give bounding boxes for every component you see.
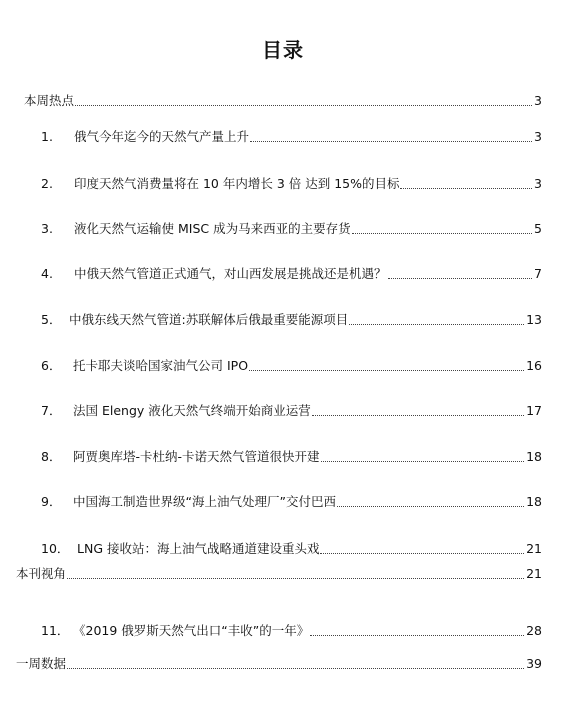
toc-item-number: 7． xyxy=(41,403,62,418)
toc-item-number: 1. xyxy=(41,129,53,144)
toc-section[interactable] xyxy=(16,655,542,673)
dot-leader xyxy=(249,370,524,371)
dot-leader xyxy=(337,506,524,507)
toc-item[interactable] xyxy=(41,128,542,146)
dot-leader xyxy=(388,278,533,279)
dot-leader xyxy=(250,141,532,142)
toc-item-number: 11． xyxy=(41,623,70,638)
toc-item-label: 《2019 俄罗斯天然气出口“丰收”的一年》 xyxy=(73,623,310,638)
toc-page-number: 21 xyxy=(526,566,542,581)
toc-item-label: LNG 接收站：海上油气战略通道建设重头戏 xyxy=(77,541,320,556)
toc-page-number: 3 xyxy=(534,129,542,144)
toc-page-number: 3 xyxy=(534,176,542,191)
toc-item[interactable] xyxy=(41,220,542,238)
dot-leader xyxy=(310,635,524,636)
toc-item[interactable] xyxy=(41,402,542,420)
toc-item-label: 俄气今年迄今的天然气产量上升 xyxy=(74,129,250,144)
toc-page-number: 3 xyxy=(534,93,542,108)
toc-section-label: 本周热点 xyxy=(24,93,75,108)
toc-item-label: 中俄东线天然气管道:苏联解体后俄最重要能源项目 xyxy=(69,312,349,327)
toc-item-label: 法国 Elengy 液化天然气终端开始商业运营 xyxy=(73,403,311,418)
toc-item-label: 液化天然气运输使 MISC 成为马来西亚的主要存货 xyxy=(74,221,351,236)
toc-section-label: 一周数据 xyxy=(16,656,67,671)
toc-item[interactable] xyxy=(41,540,542,558)
dot-leader xyxy=(67,668,524,669)
toc-page-number: 5 xyxy=(534,221,542,236)
toc-item-number: 6． xyxy=(41,358,62,373)
toc-page-number: 7 xyxy=(534,266,542,281)
toc-item-label: 印度天然气消费量将在 10 年内增长 3 倍 达到 15%的目标 xyxy=(74,176,400,191)
toc-item[interactable] xyxy=(41,357,542,375)
dot-leader xyxy=(320,553,524,554)
toc-item-number: 9． xyxy=(41,494,62,509)
toc-item-label: 托卡耶夫谈哈国家油气公司 IPO xyxy=(73,358,249,373)
toc-item-number: 5． xyxy=(41,312,62,327)
toc-item-number: 8． xyxy=(41,449,62,464)
dot-leader xyxy=(321,461,525,462)
toc-title: 目录 xyxy=(262,38,304,62)
toc-page-number: 18 xyxy=(526,494,542,509)
toc-item-number: 4. xyxy=(41,266,53,281)
toc-page-number: 17 xyxy=(526,403,542,418)
toc-page-number: 21 xyxy=(526,541,542,556)
toc-section[interactable] xyxy=(16,565,542,583)
toc-item-number: 2. xyxy=(41,176,53,191)
toc-page-number: 39 xyxy=(526,656,542,671)
toc-page-number: 28 xyxy=(526,623,542,638)
toc-item-label: 中俄天然气管道正式通气，对山西发展是挑战还是机遇？ xyxy=(74,266,387,281)
toc-page-number: 13 xyxy=(526,312,542,327)
toc-item[interactable] xyxy=(41,622,542,640)
dot-leader xyxy=(352,233,532,234)
toc-item-number: 10． xyxy=(41,541,70,556)
toc-section-label: 本刊视角 xyxy=(16,566,67,581)
toc-page-number: 18 xyxy=(526,449,542,464)
toc-item[interactable] xyxy=(41,175,542,193)
toc-item[interactable] xyxy=(41,448,542,466)
dot-leader xyxy=(349,324,524,325)
dot-leader xyxy=(400,188,532,189)
toc-item-label: 阿贾奥库塔-卡杜纳-卡诺天然气管道很快开建 xyxy=(73,449,320,464)
toc-item[interactable] xyxy=(41,311,542,329)
dot-leader xyxy=(312,415,524,416)
toc-item[interactable] xyxy=(41,493,542,511)
toc-item-label: 中国海工制造世界级“海上油气处理厂”交付巴西 xyxy=(73,494,336,509)
toc-page-number: 16 xyxy=(526,358,542,373)
dot-leader xyxy=(75,105,532,106)
toc-item[interactable] xyxy=(41,265,542,283)
dot-leader xyxy=(67,578,524,579)
toc-item-number: 3. xyxy=(41,221,53,236)
toc-section[interactable] xyxy=(24,92,542,110)
